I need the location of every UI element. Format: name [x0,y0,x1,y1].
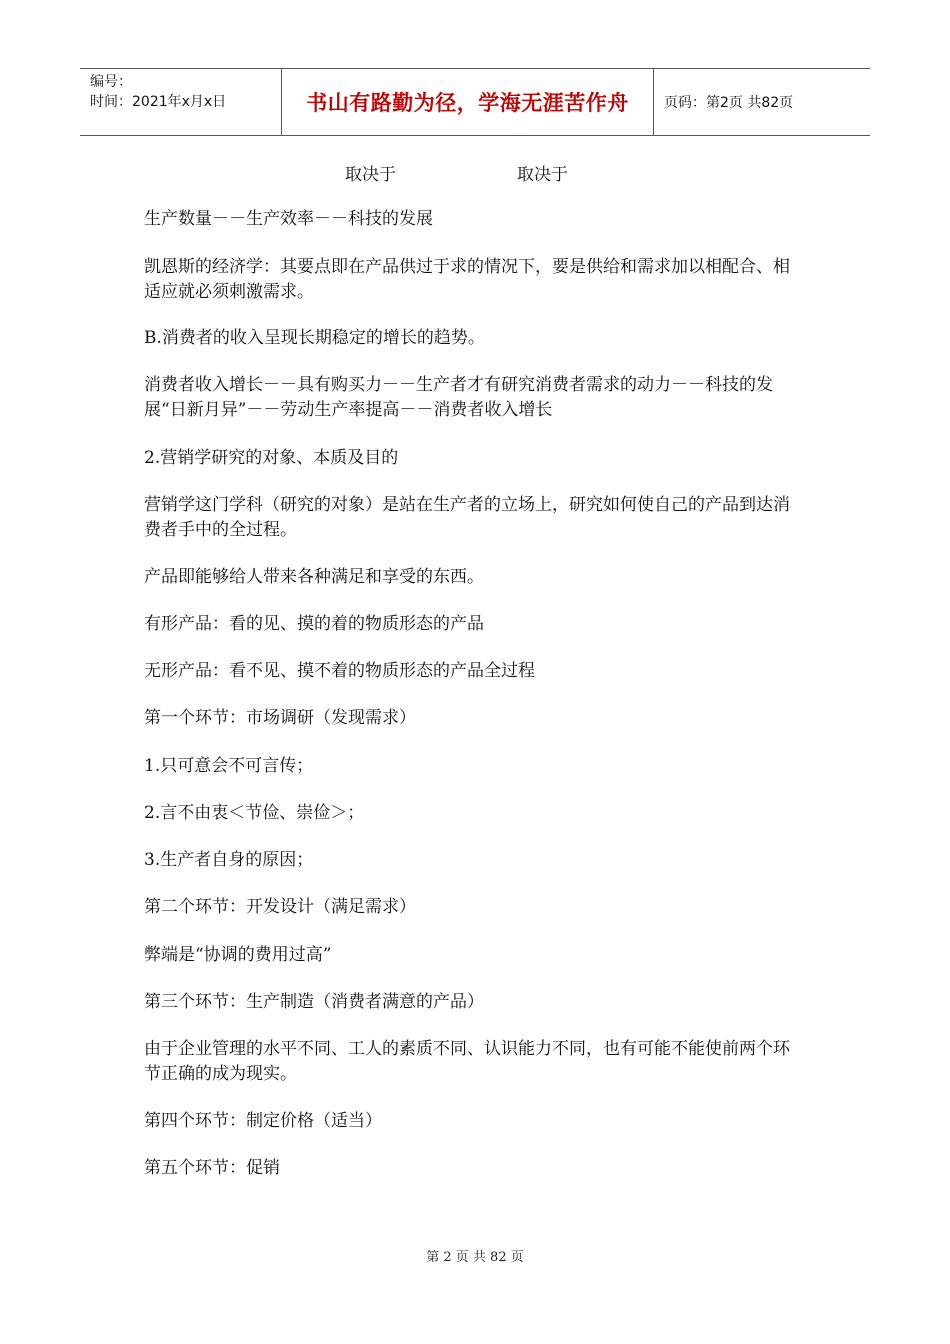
document-time-label: 时间：2021年x月x日 [90,94,227,110]
list-item: 3.生产者自身的原因； [144,850,314,870]
document-number-label: 编号： [90,74,132,90]
paragraph: 无形产品：看不见、摸不着的物质形态的产品全过程 [144,661,535,681]
page-footer: 第 2 页 共 82 页 [426,1250,524,1265]
paragraph: 产品即能够给人带来各种满足和享受的东西。 [144,567,484,587]
paragraph: 第一个环节：市场调研（发现需求） [144,708,416,728]
paragraph: B.消费者的收入呈现长期稳定的增长的趋势。 [144,328,485,348]
paragraph: 第五个环节：促销 [144,1158,280,1178]
list-item: 1.只可意会不可言传； [144,756,314,776]
header-motto: 书山有路勤为径，学海无涯苦作舟 [282,69,654,135]
section-heading: 2.营销学研究的对象、本质及目的 [144,448,399,468]
decide-label-2: 取决于 [517,165,568,185]
header-page-number: 页码：第2页 共82页 [664,95,794,111]
list-item: 2.言不由衷＜节俭、崇俭＞； [144,803,365,823]
paragraph: 凯恩斯的经济学：其要点即在产品供过于求的情况下，要是供给和需求加以相配合、相适应就必须刺激需求。 [144,257,790,302]
paragraph: 营销学这门学科（研究的对象）是站在生产者的立场上，研究如何使自己的产品到达消费者手中的全过程。 [144,495,790,540]
header-meta [80,69,282,135]
paragraph: 由于企业管理的水平不同、工人的素质不同、认识能力不同，也有可能不能使前两个环节正确的成为现实。 [144,1039,790,1084]
paragraph: 第三个环节：生产制造（消费者满意的产品） [144,992,484,1012]
paragraph: 生产数量－－生产效率－－科技的发展 [144,209,433,229]
paragraph: 第二个环节：开发设计（满足需求） [144,897,416,917]
paragraph: 弊端是“协调的费用过高” [144,945,332,965]
paragraph: 有形产品：看的见、摸的着的物质形态的产品 [144,614,484,634]
paragraph: 第四个环节：制定价格（适当） [144,1111,382,1131]
decide-label-1: 取决于 [345,165,396,185]
paragraph: 消费者收入增长－－具有购买力－－生产者才有研究消费者需求的动力－－科技的发展“日新月异”－－劳动生产率提高－－消费者收入增长 [144,375,773,420]
page-header [80,68,870,136]
